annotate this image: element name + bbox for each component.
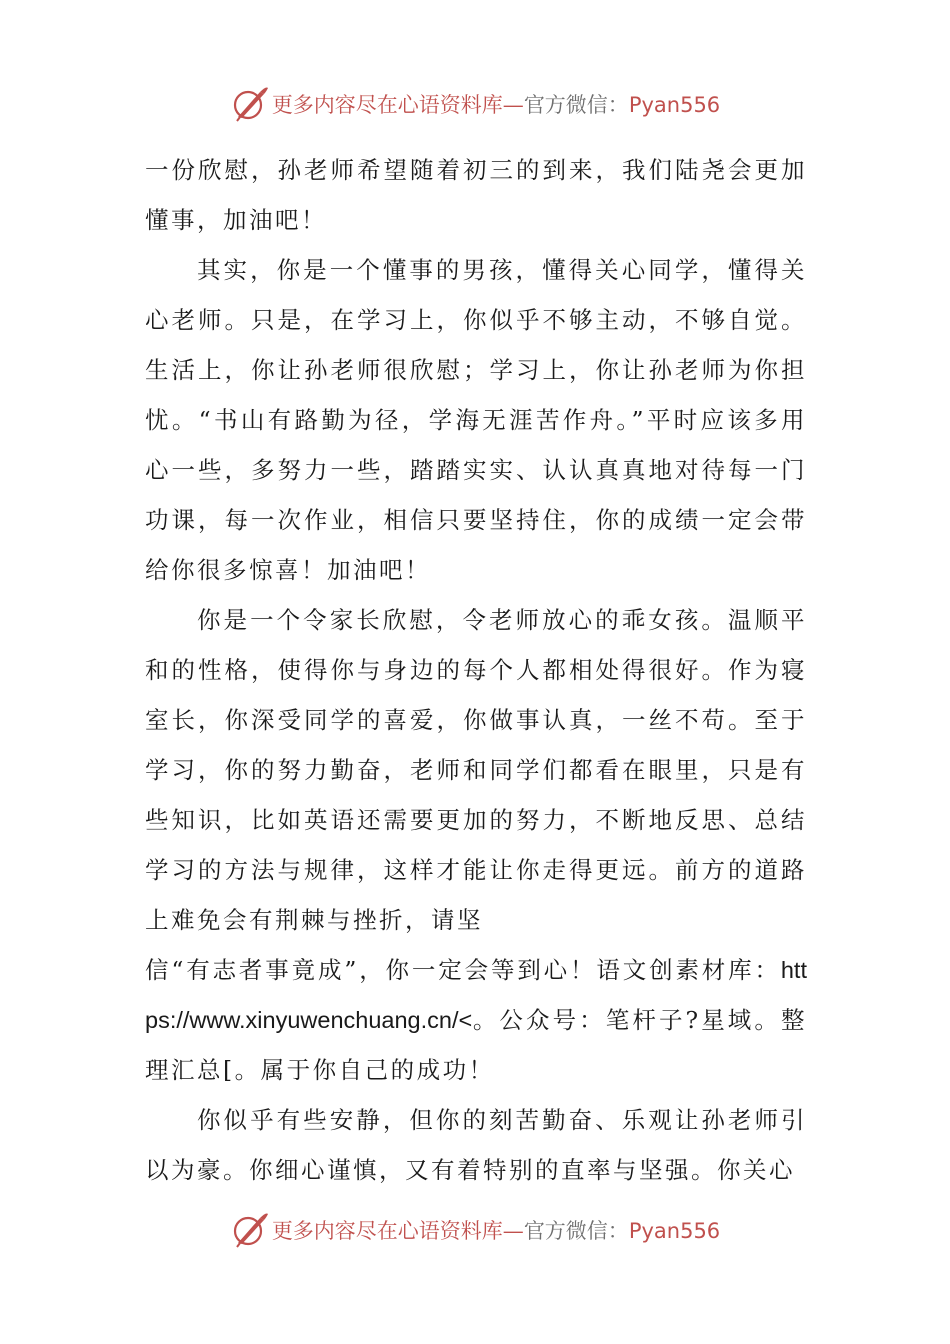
banner-main-text: 更多内容尽在心语资料库— [271, 93, 524, 117]
paragraph-4-text-a: 信“有志者事竟成”，你一定会等到心！语文创素材库： [145, 956, 781, 984]
quill-pen-logo-icon [230, 84, 270, 124]
paragraph-2: 其实，你是一个懂事的男孩，懂得关心同学，懂得关心老师。只是，在学习上，你似乎不够主动，不够自觉。生活上，你让孙老师很欣慰；学习上，你让孙老师为你担忧。“书山有路勤为径，学海无涯苦作舟。”平时应该多用心一些，多努力一些，踏踏实实、认认真真地对待每一门功课，每一次作业，相信只要坚持住，你的成绩一定会带给你很多惊喜！加油吧！ [145, 256, 807, 584]
paragraph-4 [145, 945, 807, 1095]
paragraph-4-text-b: 。公众号：笔杆子?星域。整理汇总[。属于你自己的成功！ [145, 1006, 807, 1084]
banner-text [272, 1215, 720, 1245]
banner-account: Pyan556 [628, 93, 721, 117]
banner-main-text: 更多内容尽在心语资料库— [271, 1219, 524, 1243]
footer-banner [0, 1208, 950, 1252]
paragraph-1: 一份欣慰，孙老师希望随着初三的到来，我们陆尧会更加懂事，加油吧！ [145, 156, 807, 234]
banner-wechat-label: 官方微信： [523, 93, 629, 117]
paragraph-3: 你是一个令家长欣慰，令老师放心的乖女孩。温顺平和的性格，使得你与身边的每个人都相处得很好。作为寝室长，你深受同学的喜爱，你做事认真，一丝不苟。至于学习，你的努力勤奋，老师和同学们都看在眼里，只是有些知识，比如英语还需要更加的努力，不断地反思、总结学习的方法与规律，这样才能让你走得更远。前方的道路上难免会有荆棘与挫折，请坚 [145, 606, 807, 934]
quill-pen-logo-icon [230, 1210, 270, 1250]
banner-wechat-label: 官方微信： [523, 1219, 629, 1243]
banner-text [272, 89, 720, 119]
paragraph-5: 你似乎有些安静，但你的刻苦勤奋、乐观让孙老师引以为豪。你细心谨慎，又有着特别的直率与坚强。你关心 [145, 1106, 807, 1184]
banner-account: Pyan556 [628, 1219, 721, 1243]
source-url-link[interactable]: https://www.xinyuwenchuang.cn/< [145, 957, 807, 1033]
document-body [145, 145, 807, 1195]
header-banner [0, 82, 950, 126]
